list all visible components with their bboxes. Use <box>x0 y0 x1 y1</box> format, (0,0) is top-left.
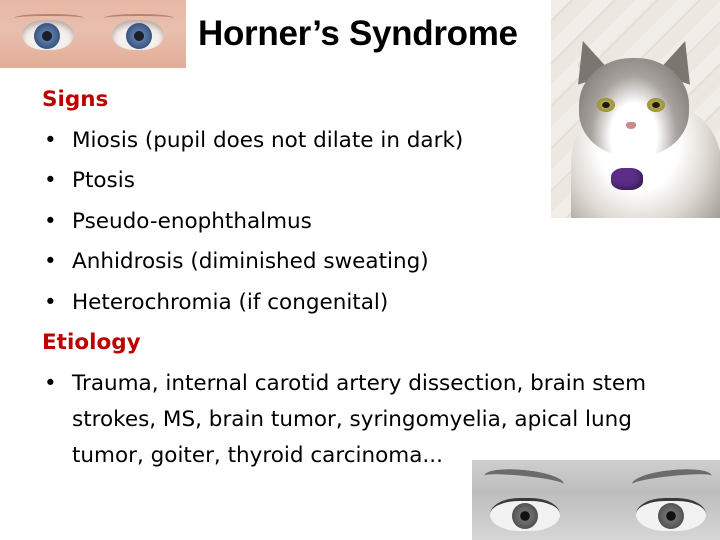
bullet-text: Trauma, internal carotid artery dissection, brain stem strokes, MS, brain tumor, syringomyelia, apical lung tumor, goiter, thyroid carcinoma... <box>72 370 647 468</box>
slide-title: Horner’s Syndrome <box>198 14 518 53</box>
bullet-text: Ptosis <box>72 168 135 193</box>
list-item <box>42 364 692 474</box>
iris <box>658 503 684 529</box>
bullet-text: Anhidrosis (diminished sweating) <box>72 249 429 274</box>
list-item <box>42 242 692 283</box>
iris <box>34 23 60 49</box>
bullet-icon: • <box>44 289 57 315</box>
bullet-text: Pseudo-enophthalmus <box>72 208 312 234</box>
iris <box>512 503 538 529</box>
bullet-icon: • <box>44 168 57 193</box>
eyebrow <box>483 466 565 494</box>
eye <box>112 20 164 50</box>
bullet-text: Miosis (pupil does not dilate in dark) <box>72 127 464 153</box>
adult-eyes-photo <box>472 460 720 540</box>
section-heading-etiology: Etiology <box>42 330 141 355</box>
eye <box>636 498 706 531</box>
list-item <box>42 121 692 162</box>
eye <box>490 498 560 531</box>
bullet-icon: • <box>44 127 57 153</box>
baby-eyes-photo <box>0 0 186 68</box>
bullet-icon: • <box>44 249 57 274</box>
iris <box>126 23 152 49</box>
list-item <box>42 161 692 202</box>
bullet-icon: • <box>44 370 57 396</box>
eye <box>22 20 74 50</box>
slide-content <box>42 80 692 474</box>
bullet-icon: • <box>44 208 57 234</box>
eyebrow <box>631 466 713 494</box>
bullet-text: Heterochromia (if congenital) <box>72 289 389 315</box>
section-heading-signs: Signs <box>42 87 109 112</box>
list-item <box>42 202 692 243</box>
list-item <box>42 283 692 324</box>
